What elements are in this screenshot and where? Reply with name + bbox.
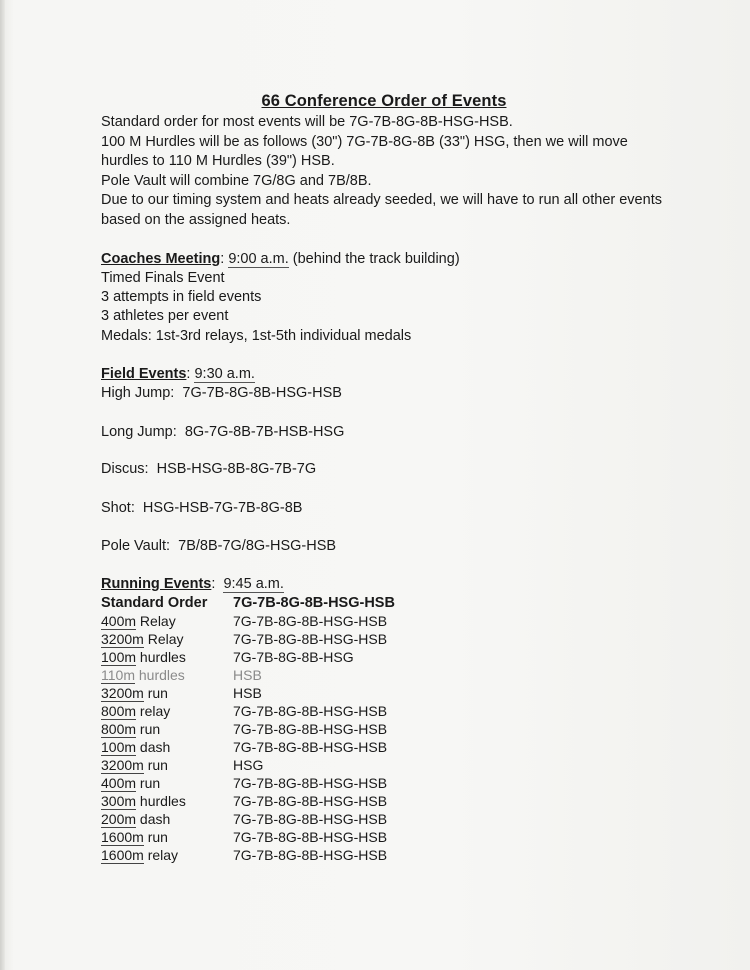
running-event-order: HSB (233, 667, 262, 683)
paper-edge-shadow (0, 0, 5, 970)
intro-line-3: hurdles to 110 M Hurdles (39") HSB. (101, 153, 335, 169)
coaches-meeting-heading (101, 251, 460, 268)
field-event-order: HSB-HSG-8B-8G-7B-7G (156, 461, 317, 477)
running-event-order: 7G-7B-8G-8B-HSG-HSB (233, 721, 388, 737)
running-event-name (101, 721, 160, 738)
running-event-name (101, 847, 178, 864)
running-events-label: Running Events (101, 576, 212, 592)
running-event-distance: 400m (101, 775, 137, 791)
running-event-distance: 110m (101, 667, 135, 683)
running-event-name (101, 667, 185, 684)
running-event-type: run (136, 775, 161, 791)
running-event-type: dash (136, 739, 171, 755)
running-event-name (101, 703, 170, 720)
running-event-type: hurdles (136, 793, 186, 809)
field-event-name: High Jump: (101, 385, 175, 401)
coaches-line-1: Timed Finals Event (101, 270, 225, 286)
running-event-order: 7G-7B-8G-8B-HSG-HSB (233, 793, 388, 809)
coaches-line-4: Medals: 1st-3rd relays, 1st-5th individual medals (101, 328, 412, 344)
running-event-order: HSG (233, 757, 264, 773)
running-event-order: 7G-7B-8G-8B-HSG-HSB (233, 739, 388, 755)
running-event-order: 7G-7B-8G-8B-HSG-HSB (233, 703, 388, 719)
field-event-order: 7G-7B-8G-8B-HSG-HSB (182, 385, 342, 401)
intro-line-1: Standard order for most events will be 7G-7B-8G-8B-HSG-HSB. (101, 114, 513, 130)
running-event-order: 7G-7B-8G-8B-HSG-HSB (233, 811, 388, 827)
field-event-name: Pole Vault: (101, 538, 171, 554)
running-event-order: 7G-7B-8G-8B-HSG-HSB (233, 613, 388, 629)
running-event-type: hurdles (134, 667, 185, 683)
field-events-time: 9:30 a.m. (194, 366, 255, 382)
field-event-order: HSG-HSB-7G-7B-8G-8B (142, 500, 303, 516)
running-event-order: 7G-7B-8G-8B-HSG-HSB (233, 847, 388, 863)
running-event-type: run (143, 685, 168, 701)
coaches-meeting-note: (behind the track building) (288, 251, 460, 267)
field-event-name: Shot: (101, 500, 135, 516)
running-event-distance: 200m (101, 811, 137, 827)
running-event-name (101, 739, 170, 756)
running-event-name (101, 757, 168, 774)
field-events-heading (101, 366, 255, 383)
field-event-row (101, 538, 336, 555)
running-event-distance: 1600m (101, 847, 144, 863)
running-event-distance: 1600m (101, 829, 144, 845)
running-event-distance: 400m (101, 613, 137, 629)
running-events-time: 9:45 a.m. (223, 576, 284, 592)
running-event-order: 7G-7B-8G-8B-HSG-HSB (233, 775, 388, 791)
coaches-meeting-label: Coaches Meeting (101, 251, 221, 267)
running-event-distance: 800m (101, 721, 137, 737)
field-event-order: 8G-7G-8B-7B-HSB-HSG (184, 424, 345, 440)
running-event-name (101, 631, 184, 648)
field-event-order: 7B/8B-7G/8G-HSG-HSB (178, 538, 337, 554)
running-event-order: HSB (233, 685, 262, 701)
running-event-type: Relay (143, 631, 184, 647)
field-event-name: Discus: (101, 461, 149, 477)
running-event-order: 7G-7B-8G-8B-HSG (233, 649, 354, 665)
running-event-distance: 800m (101, 703, 137, 719)
running-event-type: relay (136, 703, 171, 719)
coaches-line-3: 3 athletes per event (101, 308, 229, 324)
intro-line-5: Due to our timing system and heats already seeded, we will have to run all other events (101, 192, 662, 208)
intro-line-6: based on the assigned heats. (101, 212, 291, 228)
running-event-distance: 100m (101, 739, 137, 755)
field-event-name: Long Jump: (101, 424, 177, 440)
running-events-heading (101, 576, 284, 593)
running-event-order: 7G-7B-8G-8B-HSG-HSB (233, 829, 388, 845)
running-event-name (101, 613, 176, 630)
running-event-type: run (143, 829, 168, 845)
running-event-distance: 300m (101, 793, 137, 809)
running-event-type: hurdles (136, 649, 186, 665)
colon: : (211, 576, 224, 592)
running-event-type: relay (143, 847, 179, 863)
colon: : (220, 251, 229, 267)
running-event-type: run (143, 757, 168, 773)
running-event-name (101, 775, 160, 792)
running-event-distance: 3200m (101, 757, 144, 773)
running-event-type: dash (136, 811, 171, 827)
field-event-row (101, 424, 344, 441)
running-event-name (101, 793, 186, 810)
running-event-type: run (136, 721, 161, 737)
page-title: 66 Conference Order of Events (261, 92, 507, 110)
running-event-name (101, 829, 168, 846)
field-events-label: Field Events (101, 366, 187, 382)
field-event-row (101, 500, 302, 517)
field-event-row (101, 461, 316, 478)
running-event-distance: 3200m (101, 685, 144, 701)
running-event-distance: 3200m (101, 631, 144, 647)
intro-line-2: 100 M Hurdles will be as follows (30") 7G-7B-8G-8B (33") HSG, then we will move (101, 134, 628, 150)
running-event-name (101, 649, 186, 666)
intro-line-4: Pole Vault will combine 7G/8G and 7B/8B. (101, 173, 372, 189)
field-event-row (101, 385, 342, 402)
running-event-name (101, 685, 168, 702)
running-event-distance: 100m (101, 649, 137, 665)
running-event-order: 7G-7B-8G-8B-HSG-HSB (233, 631, 388, 647)
colon: : (186, 366, 195, 382)
coaches-meeting-time: 9:00 a.m. (228, 251, 289, 267)
running-event-type: Relay (136, 613, 176, 629)
running-header-event: Standard Order (101, 595, 208, 611)
running-event-name (101, 811, 170, 828)
coaches-line-2: 3 attempts in field events (101, 289, 262, 305)
running-header-order: 7G-7B-8G-8B-HSG-HSB (233, 595, 395, 611)
